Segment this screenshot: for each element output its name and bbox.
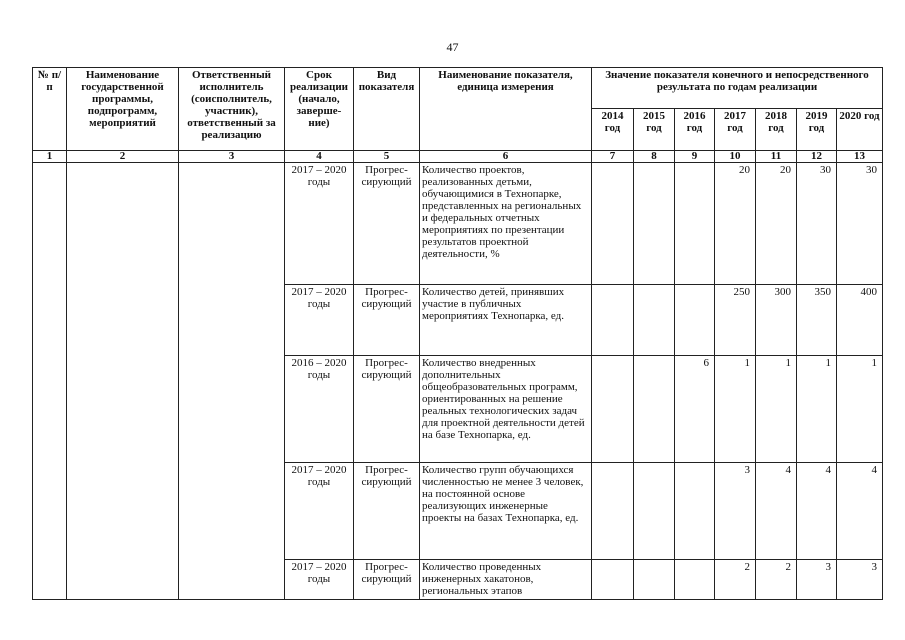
cell-value (592, 560, 634, 600)
cell-value: 4 (797, 463, 837, 560)
cell-value: 1 (756, 356, 797, 463)
column-number: 6 (420, 151, 592, 163)
cell-period: 2017 – 2020 годы (285, 163, 354, 285)
cell-value: 2 (715, 560, 756, 600)
cell-indicator-type: Прогрес-сирующий (354, 163, 420, 285)
column-number: 3 (179, 151, 285, 163)
cell-value: 4 (837, 463, 883, 560)
column-number: 11 (756, 151, 797, 163)
header-row (33, 68, 883, 109)
header-executor: Ответственный исполнитель (соисполнитель, участник), ответственный за реализацию (179, 68, 285, 151)
cell-period: 2017 – 2020 годы (285, 463, 354, 560)
header-year: 2016 год (675, 109, 715, 151)
cell-value: 1 (715, 356, 756, 463)
column-number: 4 (285, 151, 354, 163)
cell-value: 300 (756, 285, 797, 356)
header-period: Срок реализации (начало, заверше-ние) (285, 68, 354, 151)
cell-indicator-type: Прогрес-сирующий (354, 463, 420, 560)
header-program-name: Наименование государственной программы, подпрограмм, мероприятий (67, 68, 179, 151)
cell-value: 3 (715, 463, 756, 560)
cell-value (634, 285, 675, 356)
header-indicator-type: Вид показателя (354, 68, 420, 151)
cell-indicator-type: Прогрес-сирующий (354, 356, 420, 463)
cell-value (592, 163, 634, 285)
cell-value: 20 (715, 163, 756, 285)
cell-value (634, 163, 675, 285)
cell-value (675, 463, 715, 560)
cell-value: 20 (756, 163, 797, 285)
column-numbers-row (33, 151, 883, 163)
header-number: № п/п (33, 68, 67, 151)
cell-period: 2016 – 2020 годы (285, 356, 354, 463)
cell-value: 1 (837, 356, 883, 463)
cell-value (592, 285, 634, 356)
cell-value: 4 (756, 463, 797, 560)
column-number: 7 (592, 151, 634, 163)
cell-number (33, 163, 67, 600)
cell-value (675, 560, 715, 600)
cell-period: 2017 – 2020 годы (285, 285, 354, 356)
cell-value: 1 (797, 356, 837, 463)
cell-indicator-name: Количество детей, принявших участие в публичных мероприятиях Технопарка, ед. (420, 285, 592, 356)
cell-value: 3 (837, 560, 883, 600)
cell-value (675, 163, 715, 285)
cell-executor (179, 163, 285, 600)
cell-value (634, 560, 675, 600)
header-indicator-name: Наименование показателя, единица измерения (420, 68, 592, 151)
indicators-table (32, 67, 883, 600)
column-number: 10 (715, 151, 756, 163)
column-number: 1 (33, 151, 67, 163)
header-year: 2020 год (837, 109, 883, 151)
table-row (33, 163, 883, 285)
cell-value (592, 356, 634, 463)
cell-indicator-type: Прогрес-сирующий (354, 285, 420, 356)
header-year: 2018 год (756, 109, 797, 151)
cell-value: 250 (715, 285, 756, 356)
page-number: 47 (446, 40, 459, 54)
column-number: 5 (354, 151, 420, 163)
column-number: 12 (797, 151, 837, 163)
header-year: 2014 год (592, 109, 634, 151)
cell-value: 400 (837, 285, 883, 356)
cell-value: 6 (675, 356, 715, 463)
cell-value (634, 463, 675, 560)
cell-value: 30 (837, 163, 883, 285)
column-number: 2 (67, 151, 179, 163)
cell-indicator-type: Прогрес-сирующий (354, 560, 420, 600)
cell-indicator-name: Количество проведенных инженерных хакатонов, региональных этапов (420, 560, 592, 600)
header-year: 2015 год (634, 109, 675, 151)
cell-indicator-name: Количество проектов, реализованных детьми, обучающимися в Технопарке, представленных на региональных и федеральных отчетных мероприятиях по презентации результатов проектной деятельности, % (420, 163, 592, 285)
cell-period: 2017 – 2020 годы (285, 560, 354, 600)
cell-value (592, 463, 634, 560)
header-values: Значение показателя конечного и непосредственного результата по годам реализации (592, 68, 883, 109)
column-number: 9 (675, 151, 715, 163)
column-number: 13 (837, 151, 883, 163)
cell-value (675, 285, 715, 356)
cell-value: 3 (797, 560, 837, 600)
cell-value: 2 (756, 560, 797, 600)
cell-value (634, 356, 675, 463)
cell-indicator-name: Количество внедренных дополнительных общеобразовательных программ, ориентированных на решение реальных технологических задач для проектной деятельности детей на базе Технопарка, ед. (420, 356, 592, 463)
cell-value: 350 (797, 285, 837, 356)
cell-value: 30 (797, 163, 837, 285)
header-year: 2017 год (715, 109, 756, 151)
column-number: 8 (634, 151, 675, 163)
cell-indicator-name: Количество групп обучающихся численностью не менее 3 человек, на постоянной основе реализующих инженерные проекты на базах Технопарка, ед. (420, 463, 592, 560)
cell-program-name (67, 163, 179, 600)
header-year: 2019 год (797, 109, 837, 151)
